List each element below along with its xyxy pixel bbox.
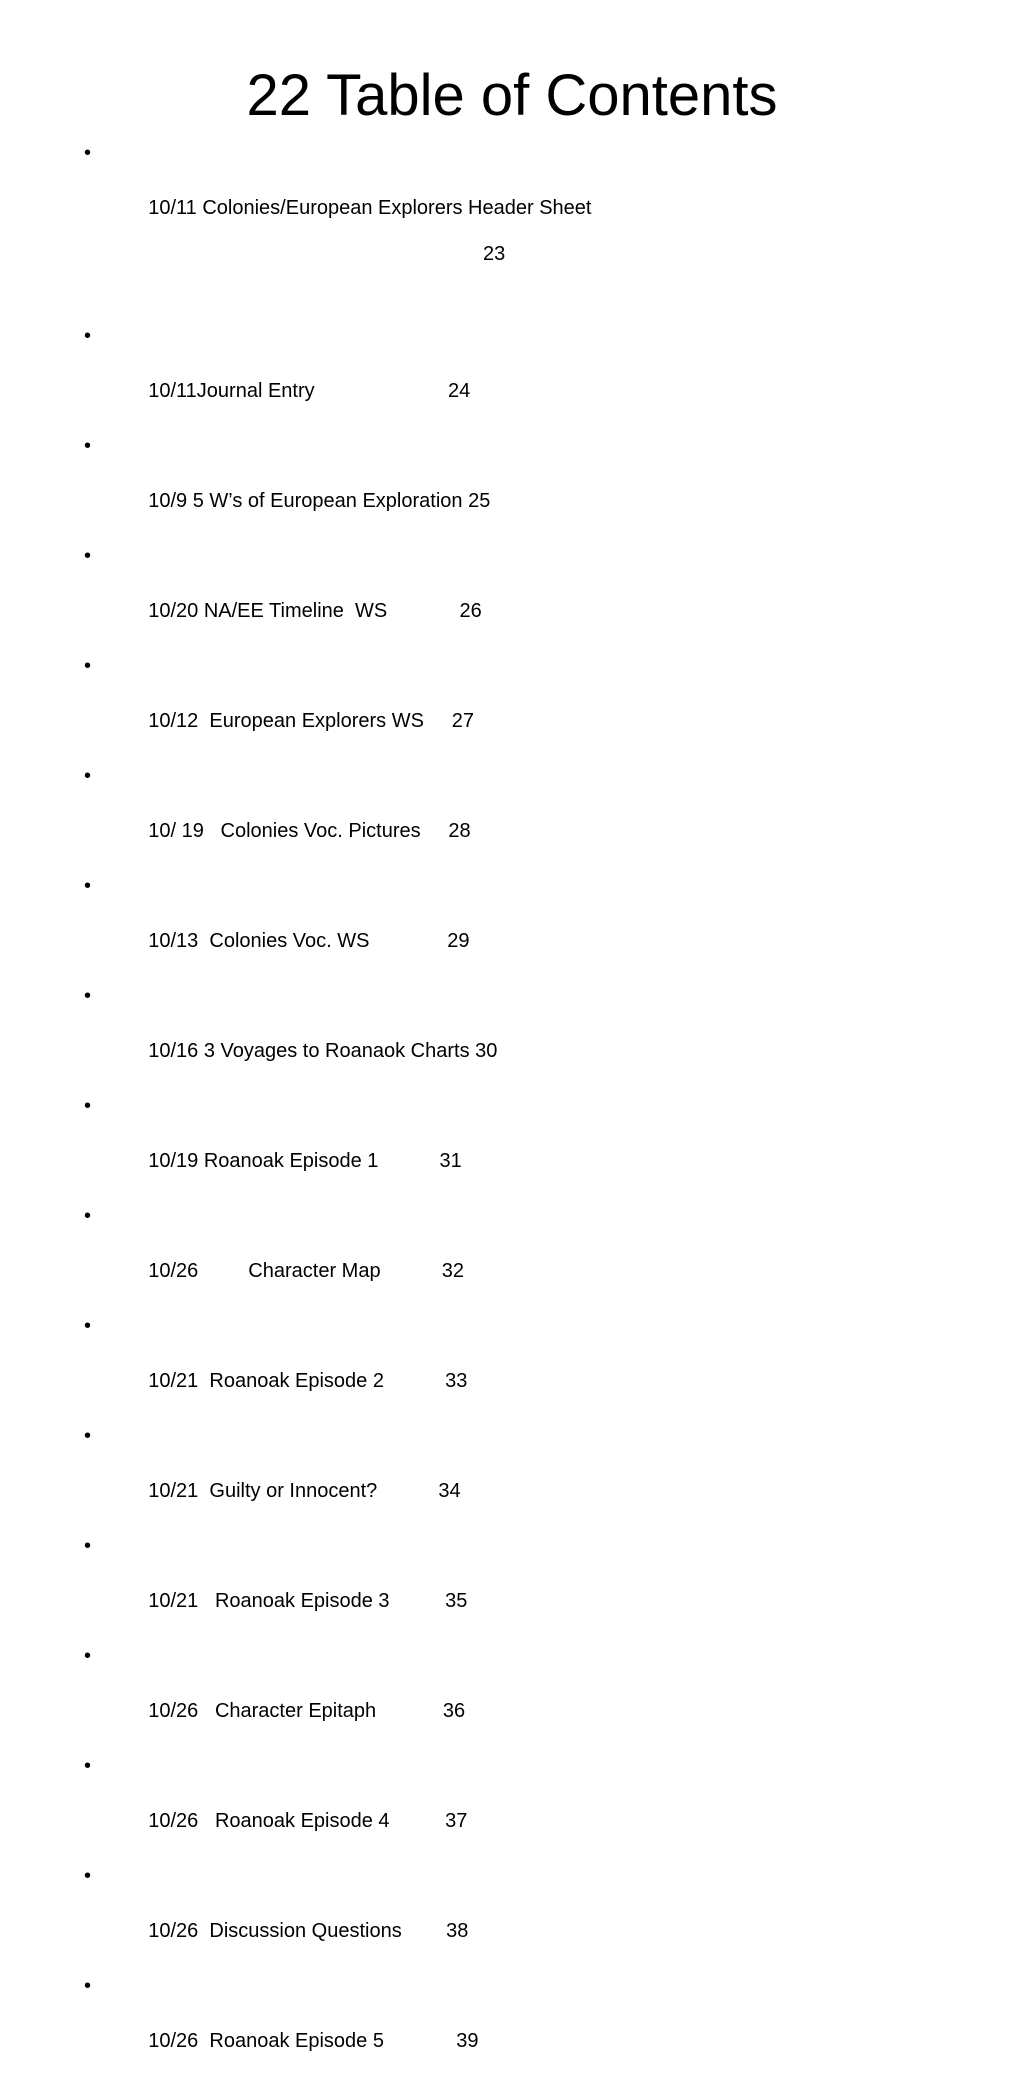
toc-entry-page: 28 bbox=[448, 820, 471, 842]
toc-entry bbox=[84, 873, 984, 983]
bullet-glyph: • bbox=[84, 545, 92, 567]
toc-entry-label: 10/26 Roanoak Episode 4 bbox=[148, 1810, 390, 1832]
toc-entry-page: 35 bbox=[445, 1590, 468, 1612]
bullet-glyph: • bbox=[84, 325, 92, 347]
toc-entry bbox=[84, 1423, 984, 1533]
toc-entry bbox=[84, 1313, 984, 1423]
toc-entry-label: 10/16 3 Voyages to Roanaok Charts bbox=[148, 1040, 470, 1062]
bullet-glyph: • bbox=[84, 765, 92, 787]
toc-entry bbox=[84, 323, 984, 433]
toc-entry-label: 10/11 Colonies/European Explorers Header Sheet bbox=[148, 197, 592, 219]
toc-entry-gap bbox=[369, 930, 447, 952]
bullet-glyph: • bbox=[84, 1755, 92, 1777]
slide-title: 22 Table of Contents bbox=[246, 63, 778, 128]
toc-entry-gap bbox=[377, 1480, 438, 1502]
toc-entry-gap bbox=[390, 1590, 446, 1612]
toc-entry bbox=[84, 1863, 984, 1973]
toc-entry bbox=[84, 1753, 984, 1863]
toc-entry-page: 30 bbox=[475, 1040, 498, 1062]
toc-entry-label: 10/13 Colonies Voc. WS bbox=[148, 930, 370, 952]
toc-entry-label: 10/26 Character Epitaph bbox=[148, 1700, 377, 1722]
toc-entry bbox=[84, 1973, 984, 2083]
toc-entry-gap bbox=[315, 380, 448, 402]
bullet-glyph: • bbox=[84, 1975, 92, 1997]
bullet-glyph: • bbox=[84, 1645, 92, 1667]
toc-entry-page: 39 bbox=[456, 2030, 479, 2052]
bullet-glyph: • bbox=[84, 1425, 92, 1447]
toc-entry-label: 10/26 Discussion Questions bbox=[148, 1920, 402, 1942]
toc-entry bbox=[84, 653, 984, 763]
toc-entry-label: 10/ 19 Colonies Voc. Pictures bbox=[148, 820, 421, 842]
toc-entry-page: 27 bbox=[451, 710, 474, 732]
toc-entry-label: 10/26 Roanoak Episode 5 bbox=[148, 2030, 384, 2052]
toc-entry-label: 10/20 NA/EE Timeline WS bbox=[148, 600, 388, 622]
toc-entry-page: 23 bbox=[483, 243, 506, 265]
toc-entry-gap bbox=[421, 820, 449, 842]
toc-entry-gap bbox=[402, 1920, 446, 1942]
toc-entry-gap bbox=[387, 600, 459, 622]
toc-entry-label: 10/21 Guilty or Innocent? bbox=[148, 1480, 378, 1502]
toc-entry bbox=[84, 543, 984, 653]
toc-entry bbox=[84, 1533, 984, 1643]
toc-entry-page: 34 bbox=[438, 1480, 461, 1502]
bullet-glyph: • bbox=[84, 1535, 92, 1557]
toc-entry bbox=[84, 983, 984, 1093]
toc-entry-gap bbox=[390, 1810, 446, 1832]
toc-entry-label: 10/11Journal Entry bbox=[148, 380, 315, 402]
toc-entry bbox=[84, 1643, 984, 1753]
toc-entry-page: 24 bbox=[448, 380, 471, 402]
toc-entry-label: 10/21 Roanoak Episode 2 bbox=[148, 1370, 384, 1392]
bullet-glyph: • bbox=[84, 1865, 92, 1887]
toc-entry-page: 36 bbox=[442, 1700, 466, 1722]
toc-entry-gap bbox=[384, 2030, 456, 2052]
toc-entry-page: 32 bbox=[441, 1260, 464, 1282]
toc-entry-page: 33 bbox=[445, 1370, 468, 1392]
toc-entry-gap bbox=[381, 1260, 442, 1282]
bullet-glyph: • bbox=[84, 1315, 92, 1337]
toc-entry-gap bbox=[424, 710, 452, 732]
toc-entry bbox=[84, 140, 984, 323]
bullet-glyph: • bbox=[84, 655, 92, 677]
toc-entry bbox=[84, 1203, 984, 1313]
bullet-glyph: • bbox=[84, 875, 92, 897]
toc-entry-page: 25 bbox=[468, 490, 491, 512]
bullet-glyph: • bbox=[84, 435, 92, 457]
toc-entry-page: 29 bbox=[447, 930, 470, 952]
toc-entry bbox=[84, 1093, 984, 1203]
toc-entry-page: 37 bbox=[445, 1810, 468, 1832]
toc-entry-page: 31 bbox=[439, 1150, 462, 1172]
bullet-glyph: • bbox=[84, 1205, 92, 1227]
toc-entry-gap bbox=[376, 1700, 443, 1722]
bullet-glyph: • bbox=[84, 1095, 92, 1117]
toc-entry-label: 10/26 Character Map bbox=[148, 1260, 381, 1282]
toc-entry-gap bbox=[378, 1150, 439, 1172]
toc-entry-label: 10/21 Roanoak Episode 3 bbox=[148, 1590, 390, 1612]
toc-entry-page: 38 bbox=[446, 1920, 469, 1942]
bullet-glyph: • bbox=[84, 985, 92, 1007]
bullet-glyph: • bbox=[84, 142, 92, 164]
toc-entry bbox=[84, 433, 984, 543]
toc-entry-label: 10/19 Roanoak Episode 1 bbox=[148, 1150, 379, 1172]
toc-entry-page: 26 bbox=[459, 600, 482, 622]
toc-entry-label: 10/12 European Explorers WS bbox=[148, 710, 424, 732]
toc-entry-label: 10/9 5 W’s of European Exploration bbox=[148, 490, 463, 512]
toc-entry bbox=[84, 763, 984, 873]
toc-entry-gap bbox=[384, 1370, 445, 1392]
table-of-contents-list bbox=[84, 140, 984, 2083]
